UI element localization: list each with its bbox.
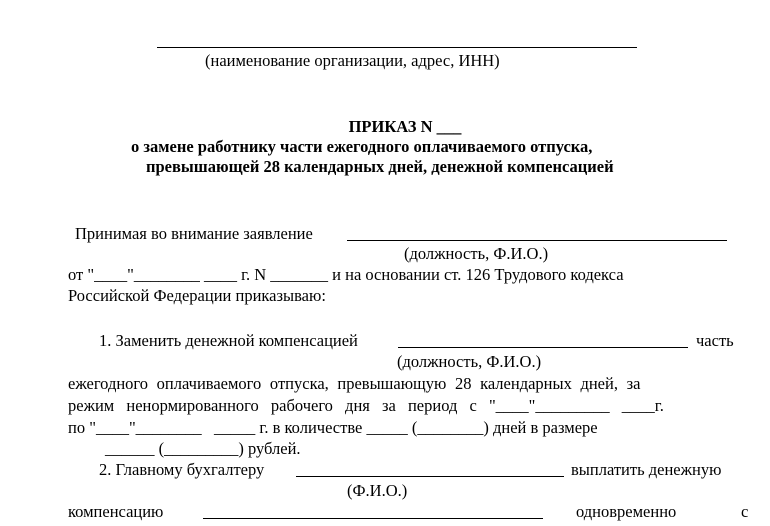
order-subtitle-line2: превышающей 28 календарных дней, денежной компенсацией [146,157,614,176]
organization-caption: (наименование организации, адрес, ИНН) [205,51,500,70]
item1-label: 1. Заменить денежной компенсацией [99,331,358,350]
item1-caption: (должность, Ф.И.О.) [397,352,542,371]
order-title: ПРИКАЗ N ___ [348,117,462,136]
employee-line [347,240,727,241]
item2-with-text: с [741,502,749,521]
consideration-text: Принимая во внимание заявление [75,224,317,243]
item2-line [203,518,543,519]
order-directive: Российской Федерации приказываю: [68,286,326,305]
employee-caption: (должность, Ф.И.О.) [404,244,549,263]
item2-caption: (Ф.И.О.) [347,481,408,500]
organization-line [157,47,637,48]
item2-simultaneously-text: одновременно [576,502,677,521]
item1-employee-line [398,347,688,348]
accountant-line [296,476,564,477]
order-subtitle-line1: о замене работнику части ежегодного оплачиваемого отпуска, [131,137,593,156]
item2-pay-text: выплатить денежную [571,460,722,479]
item1-line4: по "____"________ _____ г. в количестве _____ (________) дней в размере [68,418,598,437]
item1-line2: ежегодного оплачиваемого отпуска, превышающую 28 календарных дней, за [68,374,641,393]
item2-compensation-text: компенсацию [68,502,164,521]
item1-part-text: часть [696,331,734,350]
item1-line3: режим ненормированного рабочего дня за период с "____"_________ ____г. [68,396,664,415]
item1-line5: ______ (_________) рублей. [105,439,301,458]
item2-label: 2. Главному бухгалтеру [99,460,265,479]
application-date-line: от "____"________ ____ г. N _______ и на основании ст. 126 Трудового кодекса [68,265,624,284]
